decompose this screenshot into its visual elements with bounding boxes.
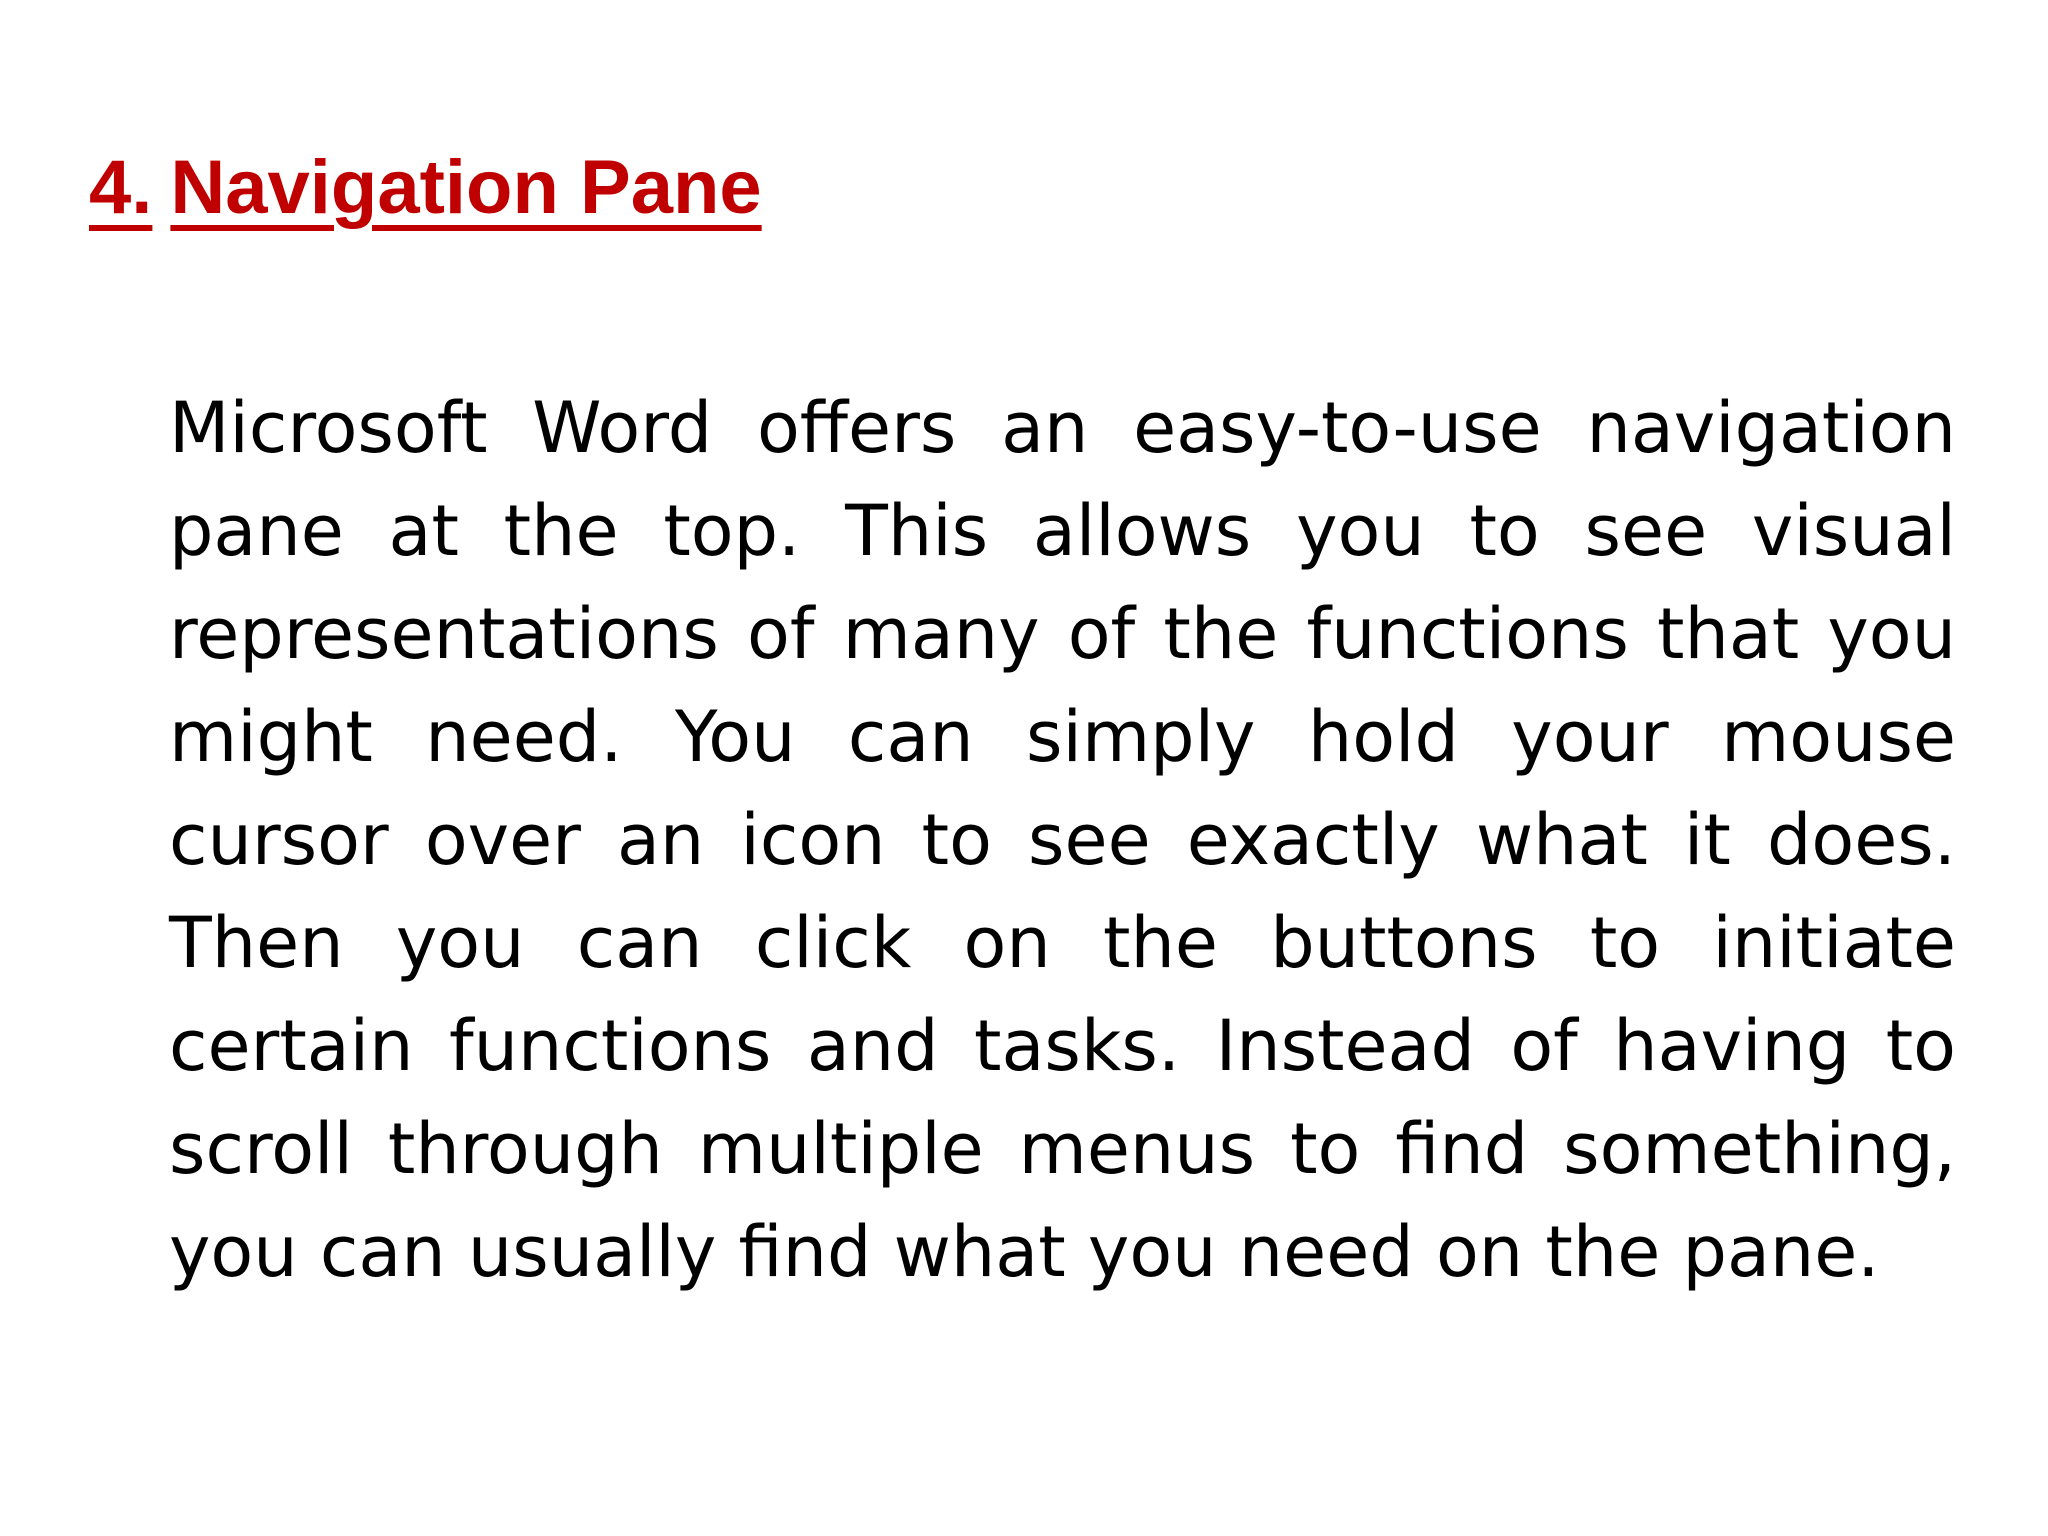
heading-number: 4. xyxy=(89,145,153,230)
body-paragraph: Microsoft Word offers an easy-to-use navigation pane at the top. This allows you to see visual representations of many of the functions that you might need. You can simply hold your mouse cursor over an icon to see exactly what it does. Then you can click on the buttons to initiate certain functions and tasks. Instead of having to scroll through multiple menus to find something, you can usually find what you need on the pane. xyxy=(169,387,1956,1293)
slide-heading xyxy=(89,138,762,238)
heading-title: Navigation Pane xyxy=(170,145,762,230)
